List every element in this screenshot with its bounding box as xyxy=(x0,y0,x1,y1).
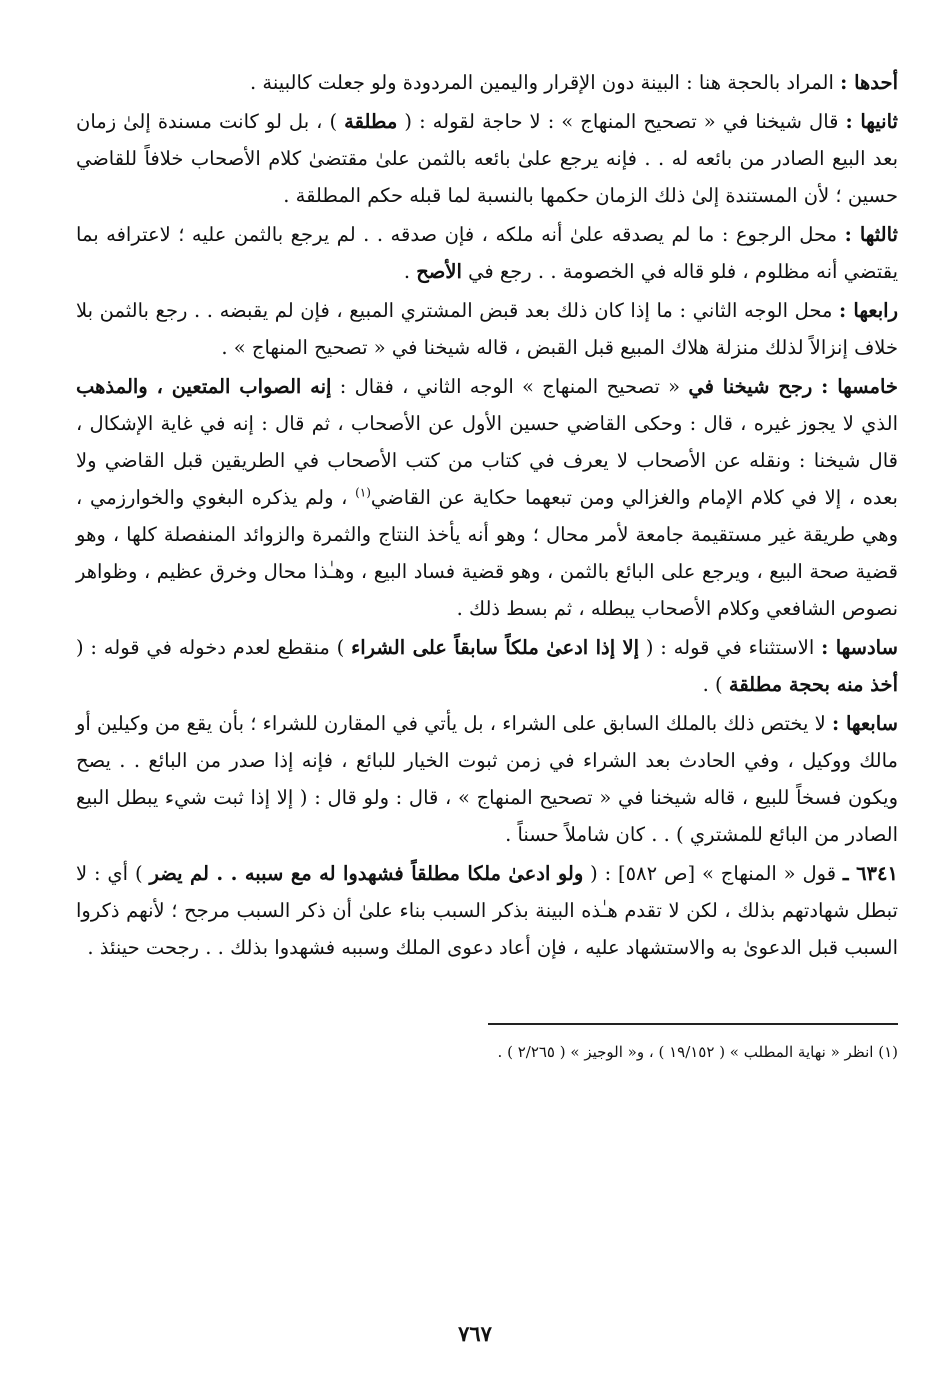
paragraph-1-text: المراد بالحجة هنا : البينة دون الإقرار واليمين المردودة ولو جعلت كالبينة . xyxy=(250,71,841,94)
footnote-divider xyxy=(488,1023,898,1025)
paragraph-5-bold-b: إنه الصواب المتعين ، والمذهب xyxy=(76,375,332,398)
paragraph-5-text-c: ، ولم يذكره البغوي والخوارزمي ، وهي طريقة غير مستقيمة جامعة لأمر محال ؛ وهو أنه يأخذ النتاج والثمرة والزوائد المنفصلة كلها ، وهو قضية صحة البيع ، ويرجع على البائع بالثمن ، وهو قضية فساد البيع ، وهـٰذا محال وخرق عظيم ، وظواهر نصوص الشافعي وكلام الأصحاب يبطله ، ثم بسط ذلك . xyxy=(76,486,898,620)
paragraph-6-text-a: الاستثناء في قوله : ( xyxy=(639,636,822,659)
paragraph-8-text-b: ) أي : لا تبطل شهادتهم بذلك ، لكن لا تقدم هـٰذه البينة بذكر السبب بناء علىٰ أن ذكر السبب مرجح ؛ لأنهم ذكروا السبب قبل الدعوىٰ به والاستشهاد عليه ، فإن أعاد دعوى الملك وسببه فشهدوا بذلك . . رجحت حينئذ . xyxy=(76,862,898,959)
paragraph-2-lead: ثانيها : xyxy=(845,110,898,133)
footnote-marker: (١) xyxy=(878,1043,898,1061)
footnote xyxy=(76,1040,898,1064)
paragraph-4 xyxy=(76,292,898,366)
paragraph-6-quote-a: إلا إذا ادعىٰ ملكاً سابقاً على الشراء xyxy=(351,636,640,659)
paragraph-2-quote: مطلقة xyxy=(344,110,398,133)
paragraph-6-lead: سادسها : xyxy=(821,636,898,659)
paragraph-7-text: لا يختص ذلك بالملك السابق على الشراء ، بل يأتي في المقارن للشراء ؛ بأن يقع من وكيلين أو مالك ووكيل ، وفي الحادث بعد الشراء في زمن ثبوت الخيار للبائع ، فإنه إذا صدر من البائع . . يصح ويكون فسخاً للبيع ، قاله شيخنا في « تصحيح المنهاج » ، قال : ولو قال : ( إلا إذا ثبت شيء يبطل البيع الصادر من البائع للمشتري ) . . كان شاملاً حسناً . xyxy=(76,712,898,846)
paragraph-2 xyxy=(76,103,898,214)
paragraph-4-lead: رابعها : xyxy=(839,299,898,322)
paragraph-5-text-b: الذي لا يجوز غيره ، قال : وحكى القاضي حسين الأول عن الأصحاب ، ثم قال : إنه في غاية الإشكال ، قال شيخنا : ونقله عن الأصحاب لا يعرف في كتاب من كتب الأصحاب في الطريقين قبل القاضي ولا بعده ، إلا في كلام الإمام والغزالي ومن تبعهما حكاية عن القاضي xyxy=(76,412,898,509)
paragraph-6-quote-b: أخذ منه بحجة مطلقة xyxy=(728,673,898,696)
paragraph-8 xyxy=(76,855,898,966)
paragraph-7 xyxy=(76,705,898,853)
paragraph-5-lead: خامسها : xyxy=(821,375,898,398)
paragraph-8-number: ٦٣٤١ ـ xyxy=(842,862,898,885)
paragraph-8-quote: ولو ادعىٰ ملكا مطلقاً فشهدوا له مع سببه . . لم يضر xyxy=(149,862,584,885)
paragraph-4-text: محل الوجه الثاني : ما إذا كان ذلك بعد قبض المشتري المبيع ، فإن لم يقبضه . . رجع بالثمن بلا خلاف إنزالاً لذلك منزلة هلاك المبيع قبل القبض ، قاله شيخنا في « تصحيح المنهاج » . xyxy=(76,299,898,359)
paragraph-5-bold-a: رجح شيخنا في xyxy=(688,375,822,398)
paragraph-5-text-a: « تصحيح المنهاج » الوجه الثاني ، فقال : xyxy=(331,375,689,398)
page-number: ٧٦٧ xyxy=(458,1321,492,1346)
paragraph-3-lead: ثالثها : xyxy=(844,223,898,246)
paragraph-6-text-b: ) منقطع لعدم دخوله في قوله : ( xyxy=(76,636,352,659)
paragraph-6 xyxy=(76,629,898,703)
paragraph-3-term: الأصح xyxy=(416,260,462,283)
paragraph-8-text-a: قول « المنهاج » [ص ٥٨٢] : ( xyxy=(583,862,843,885)
paragraph-3 xyxy=(76,216,898,290)
paragraph-2-text-b: ) ، بل لو كانت مسندة إلىٰ زمان بعد البيع الصادر من بائعه له . . فإنه يرجع علىٰ بائعه بالثمن علىٰ مقتضىٰ كلام الأصحاب خلافاً للقاضي حسين ؛ لأن المستندة إلىٰ ذلك الزمان حكمها بالنسبة لما قبله حكم المطلقة . xyxy=(76,110,898,207)
paragraph-3-text-b: . xyxy=(403,260,417,283)
paragraph-1-lead: أحدها : xyxy=(840,71,898,94)
paragraph-5 xyxy=(76,368,898,627)
paragraph-7-lead: سابعها : xyxy=(831,712,898,735)
paragraph-1 xyxy=(76,64,898,101)
paragraph-3-text-a: محل الرجوع : ما لم يصدقه علىٰ أنه ملكه ، فإن صدقه . . لم يرجع بالثمن عليه ؛ لاعترافه بما يقتضي أنه مظلوم ، فلو قاله في الخصومة . . رجع في xyxy=(76,223,898,283)
footnote-text: انظر « نهاية المطلب » ( ١٩/١٥٢ ) ، و« الوجيز » ( ٢/٢٦٥ ) . xyxy=(497,1043,879,1061)
paragraph-6-text-c: ) . xyxy=(702,673,729,696)
footnote-reference[interactable]: (١) xyxy=(355,485,371,500)
paragraph-2-text-a: قال شيخنا في « تصحيح المنهاج » : لا حاجة لقوله : ( xyxy=(397,110,846,133)
